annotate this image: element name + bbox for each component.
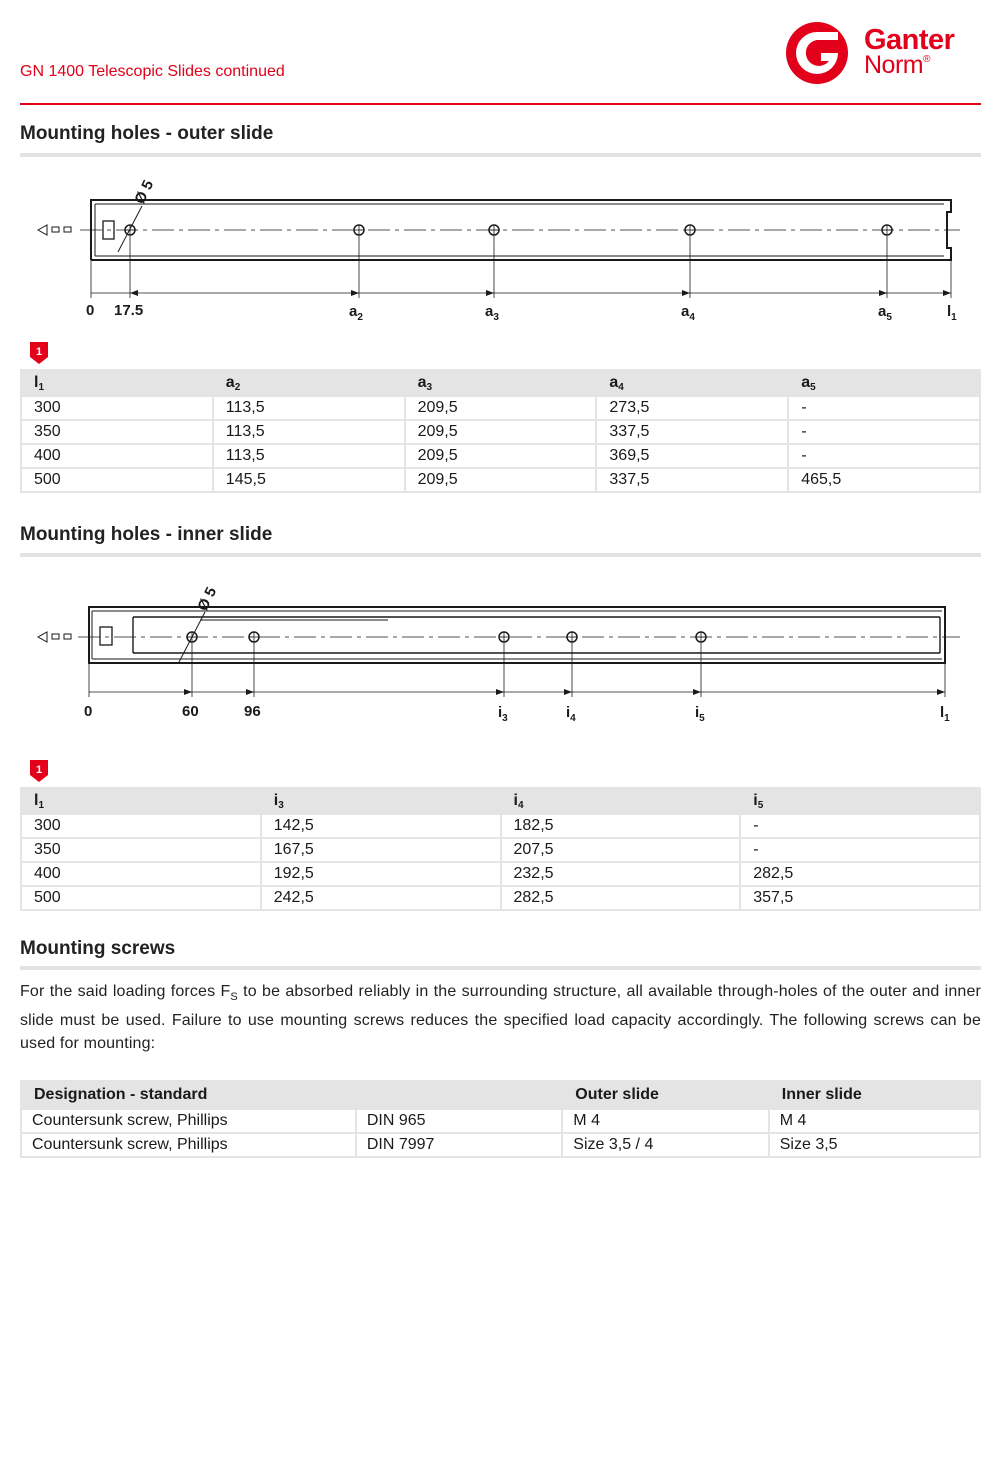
registered-mark: ® — [923, 54, 930, 65]
table-row — [22, 469, 979, 491]
table-cell: - — [789, 445, 979, 467]
section-title-outer: Mounting holes - outer slide — [20, 123, 274, 144]
table-cell: 337,5 — [597, 469, 787, 491]
column-header: $a_3$ — [406, 371, 596, 395]
table-cell: 500 — [22, 469, 212, 491]
column-header: Outer slide — [575, 1086, 659, 1103]
table-cell: 209,5 — [406, 421, 596, 443]
outer-slide-drawing — [0, 160, 1000, 340]
table-cell: M 4 — [770, 1110, 979, 1132]
table-cell: Size 3,5 / 4 — [563, 1134, 767, 1156]
table-cell: 465,5 — [789, 469, 979, 491]
inner-ref-l1: $l_1$ — [940, 704, 950, 724]
outer-ref-a5: $a_5$ — [878, 303, 892, 323]
table-row — [22, 445, 979, 467]
outer-hole-table — [20, 369, 981, 493]
screws-description: For the said loading forces $F_S$ to be absorbed reliably in the surrounding structure, all available through-holes of the outer and inner slide must be used. Failure to use mounting screws reduces the specified load capacity accordingly. The following screws can be used for mounting: — [20, 983, 981, 1053]
inner-dim-60: 60 — [182, 703, 199, 720]
section-rule-screws — [20, 966, 981, 970]
table-cell: 357,5 — [741, 887, 979, 909]
logo-word-norm: Norm® — [864, 51, 930, 79]
outer-ref-a3: $a_3$ — [485, 303, 499, 323]
column-header: Inner slide — [781, 1086, 862, 1103]
table-row — [22, 421, 979, 443]
table-cell: 209,5 — [406, 469, 596, 491]
table-cell: DIN 965 — [357, 1110, 561, 1132]
table-row — [22, 839, 979, 861]
screws-table — [20, 1080, 981, 1158]
direction-arrow-icon — [38, 225, 47, 235]
table-cell: - — [789, 397, 979, 419]
table-row — [22, 887, 979, 909]
outer-ref-l1: $l_1$ — [947, 303, 957, 323]
inner-ref-i3: $i_3$ — [498, 704, 508, 724]
table-cell: 192,5 — [262, 863, 500, 885]
table-cell: M 4 — [563, 1110, 767, 1132]
note-badge-icon — [30, 342, 48, 364]
table-header-row — [22, 789, 979, 813]
table-cell: Countersunk screw, Phillips — [22, 1110, 355, 1132]
table-cell: 209,5 — [406, 445, 596, 467]
inner-diameter-label: Ø 5 — [194, 584, 221, 614]
table-cell: 113,5 — [214, 397, 404, 419]
svg-text:1: 1 — [35, 346, 43, 358]
column-header: $l_1$ — [22, 789, 260, 813]
table-cell: 207,5 — [502, 839, 740, 861]
table-cell: 242,5 — [262, 887, 500, 909]
table-cell: 400 — [22, 445, 212, 467]
inner-dim-zero: 0 — [84, 703, 93, 720]
header-rule — [20, 103, 981, 105]
table-cell: 273,5 — [597, 397, 787, 419]
table-cell: 182,5 — [502, 815, 740, 837]
column-header: Designation - standard — [34, 1086, 208, 1103]
table-cell: 282,5 — [741, 863, 979, 885]
column-header: $i_3$ — [262, 789, 500, 813]
ganter-norm-logo — [784, 20, 984, 86]
table-cell: 369,5 — [597, 445, 787, 467]
inner-ref-i4: $i_4$ — [566, 704, 576, 724]
table-cell: 209,5 — [406, 397, 596, 419]
table-cell: 282,5 — [502, 887, 740, 909]
column-header: $i_4$ — [502, 789, 740, 813]
outer-dim-zero: 0 — [86, 302, 95, 319]
table-row — [22, 1134, 979, 1156]
table-cell: - — [741, 815, 979, 837]
inner-slide-drawing — [0, 565, 1000, 735]
svg-text:1: 1 — [35, 764, 43, 776]
table-row — [22, 1110, 979, 1132]
note-badge-icon — [30, 760, 48, 782]
table-cell: DIN 7997 — [357, 1134, 561, 1156]
section-rule-inner — [20, 553, 981, 557]
inner-hole-table — [20, 787, 981, 911]
inner-slot — [100, 627, 112, 645]
column-header: $a_5$ — [789, 371, 979, 395]
section-title-screws: Mounting screws — [20, 938, 176, 959]
column-header: $i_5$ — [741, 789, 979, 813]
inner-ref-i5: $i_5$ — [695, 704, 705, 724]
column-header: $a_4$ — [597, 371, 787, 395]
table-row — [22, 815, 979, 837]
table-cell: 350 — [22, 421, 212, 443]
column-header: $a_2$ — [214, 371, 404, 395]
table-cell: 300 — [22, 815, 260, 837]
table-row — [22, 397, 979, 419]
table-cell: - — [741, 839, 979, 861]
direction-arrow-icon — [38, 632, 47, 642]
table-cell: 113,5 — [214, 421, 404, 443]
table-cell: 350 — [22, 839, 260, 861]
table-cell: 300 — [22, 397, 212, 419]
column-header: $l_1$ — [22, 371, 212, 395]
ganter-logo-icon — [784, 20, 850, 86]
inner-dim-96: 96 — [244, 703, 261, 720]
section-title-inner: Mounting holes - inner slide — [20, 524, 273, 545]
table-cell: 142,5 — [262, 815, 500, 837]
outer-diameter-label: Ø 5 — [131, 177, 158, 207]
table-header-row — [22, 1082, 979, 1108]
table-header-row — [22, 371, 979, 395]
outer-ref-a4: $a_4$ — [681, 303, 695, 323]
logo-word-ganter: Ganter — [864, 24, 955, 56]
outer-dim-first-hole: 17.5 — [114, 302, 144, 319]
table-cell: 500 — [22, 887, 260, 909]
table-cell: 232,5 — [502, 863, 740, 885]
section-rule-outer — [20, 153, 981, 157]
table-cell: 145,5 — [214, 469, 404, 491]
table-cell: Countersunk screw, Phillips — [22, 1134, 355, 1156]
table-cell: 113,5 — [214, 445, 404, 467]
inner-slide-profile — [89, 607, 945, 663]
document-title: GN 1400 Telescopic Slides continued — [20, 63, 285, 80]
table-cell: 337,5 — [597, 421, 787, 443]
outer-ref-a2: $a_2$ — [349, 303, 363, 323]
table-cell: - — [789, 421, 979, 443]
table-cell: 167,5 — [262, 839, 500, 861]
table-row — [22, 863, 979, 885]
table-cell: Size 3,5 — [770, 1134, 979, 1156]
table-cell: 400 — [22, 863, 260, 885]
